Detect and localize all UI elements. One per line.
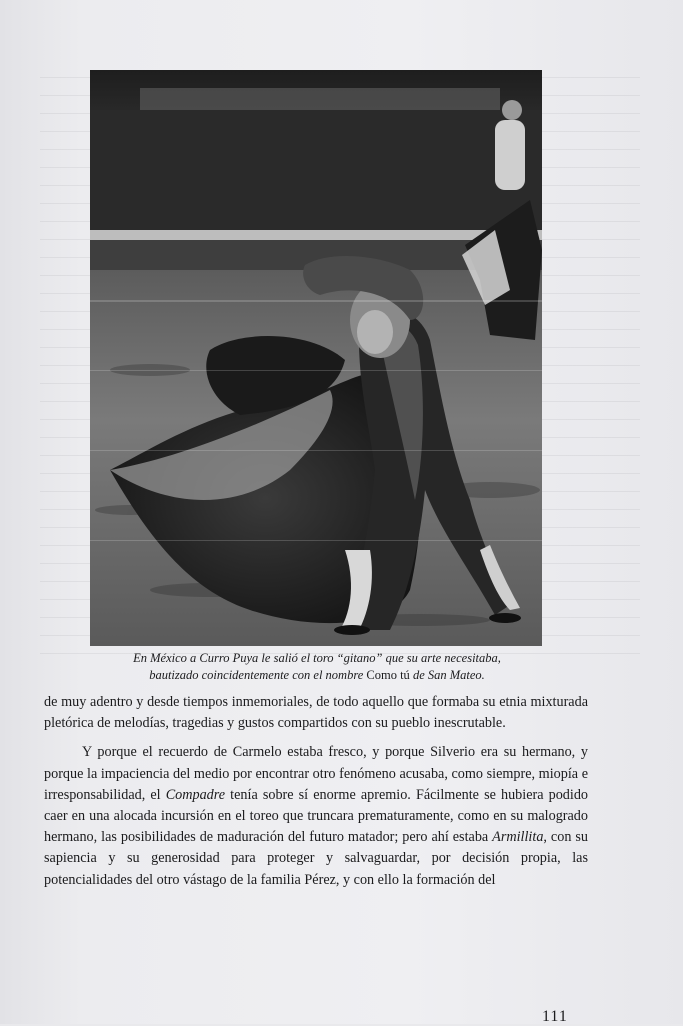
bullfight-photograph bbox=[90, 70, 542, 646]
body-text bbox=[44, 692, 588, 891]
paragraph-2-armillita: Armillita bbox=[492, 829, 544, 846]
paragraph-2-part-1: Y porque el recuerdo de Carmelo estaba fresco, y porque Silverio era su hermano, y porque la impaciencia del medio por encontrar otro fenómeno acusaba, como siempre, miopía e irresponsabilidad, el bbox=[44, 744, 588, 803]
caption-line-2-start: bautizado coincidentemente con el nombre bbox=[149, 668, 367, 682]
caption-bull-name: Como tú bbox=[366, 668, 410, 682]
caption-line-2-end: de San Mateo. bbox=[409, 668, 485, 682]
paragraph-1: de muy adentro y desde tiempos inmemoriales, de todo aquello que formaba su etnia mixturada pletórica de melodías, tragedias y gustos compartidos con su pueblo inescrutable. bbox=[44, 694, 588, 732]
page-number: 111 bbox=[542, 1008, 568, 1025]
caption-line-1: En México a Curro Puya le salió el toro “gitano” que su arte necesitaba, bbox=[133, 651, 501, 665]
paragraph-2-part-3: , con su sapiencia y su generosidad para proteger y salvaguardar, por decisión propia, las potencialidades del otro vástago de la familia Pérez, y con ello la formación del bbox=[44, 829, 588, 888]
paragraph-2 bbox=[44, 742, 588, 890]
caption-line-2 bbox=[70, 667, 564, 684]
photo-caption bbox=[70, 650, 564, 684]
paragraph-2-compadre: Compadre bbox=[165, 786, 226, 803]
paragraph-2-part-2: tenía sobre sí enorme apremio. Fácilmente se hubiera podido caer en una alocada incursión en el toreo que truncara prematuramente, como en su malogrado hermano, las posibilidades de maduración del futuro matador; pero ahí estaba bbox=[44, 786, 589, 846]
